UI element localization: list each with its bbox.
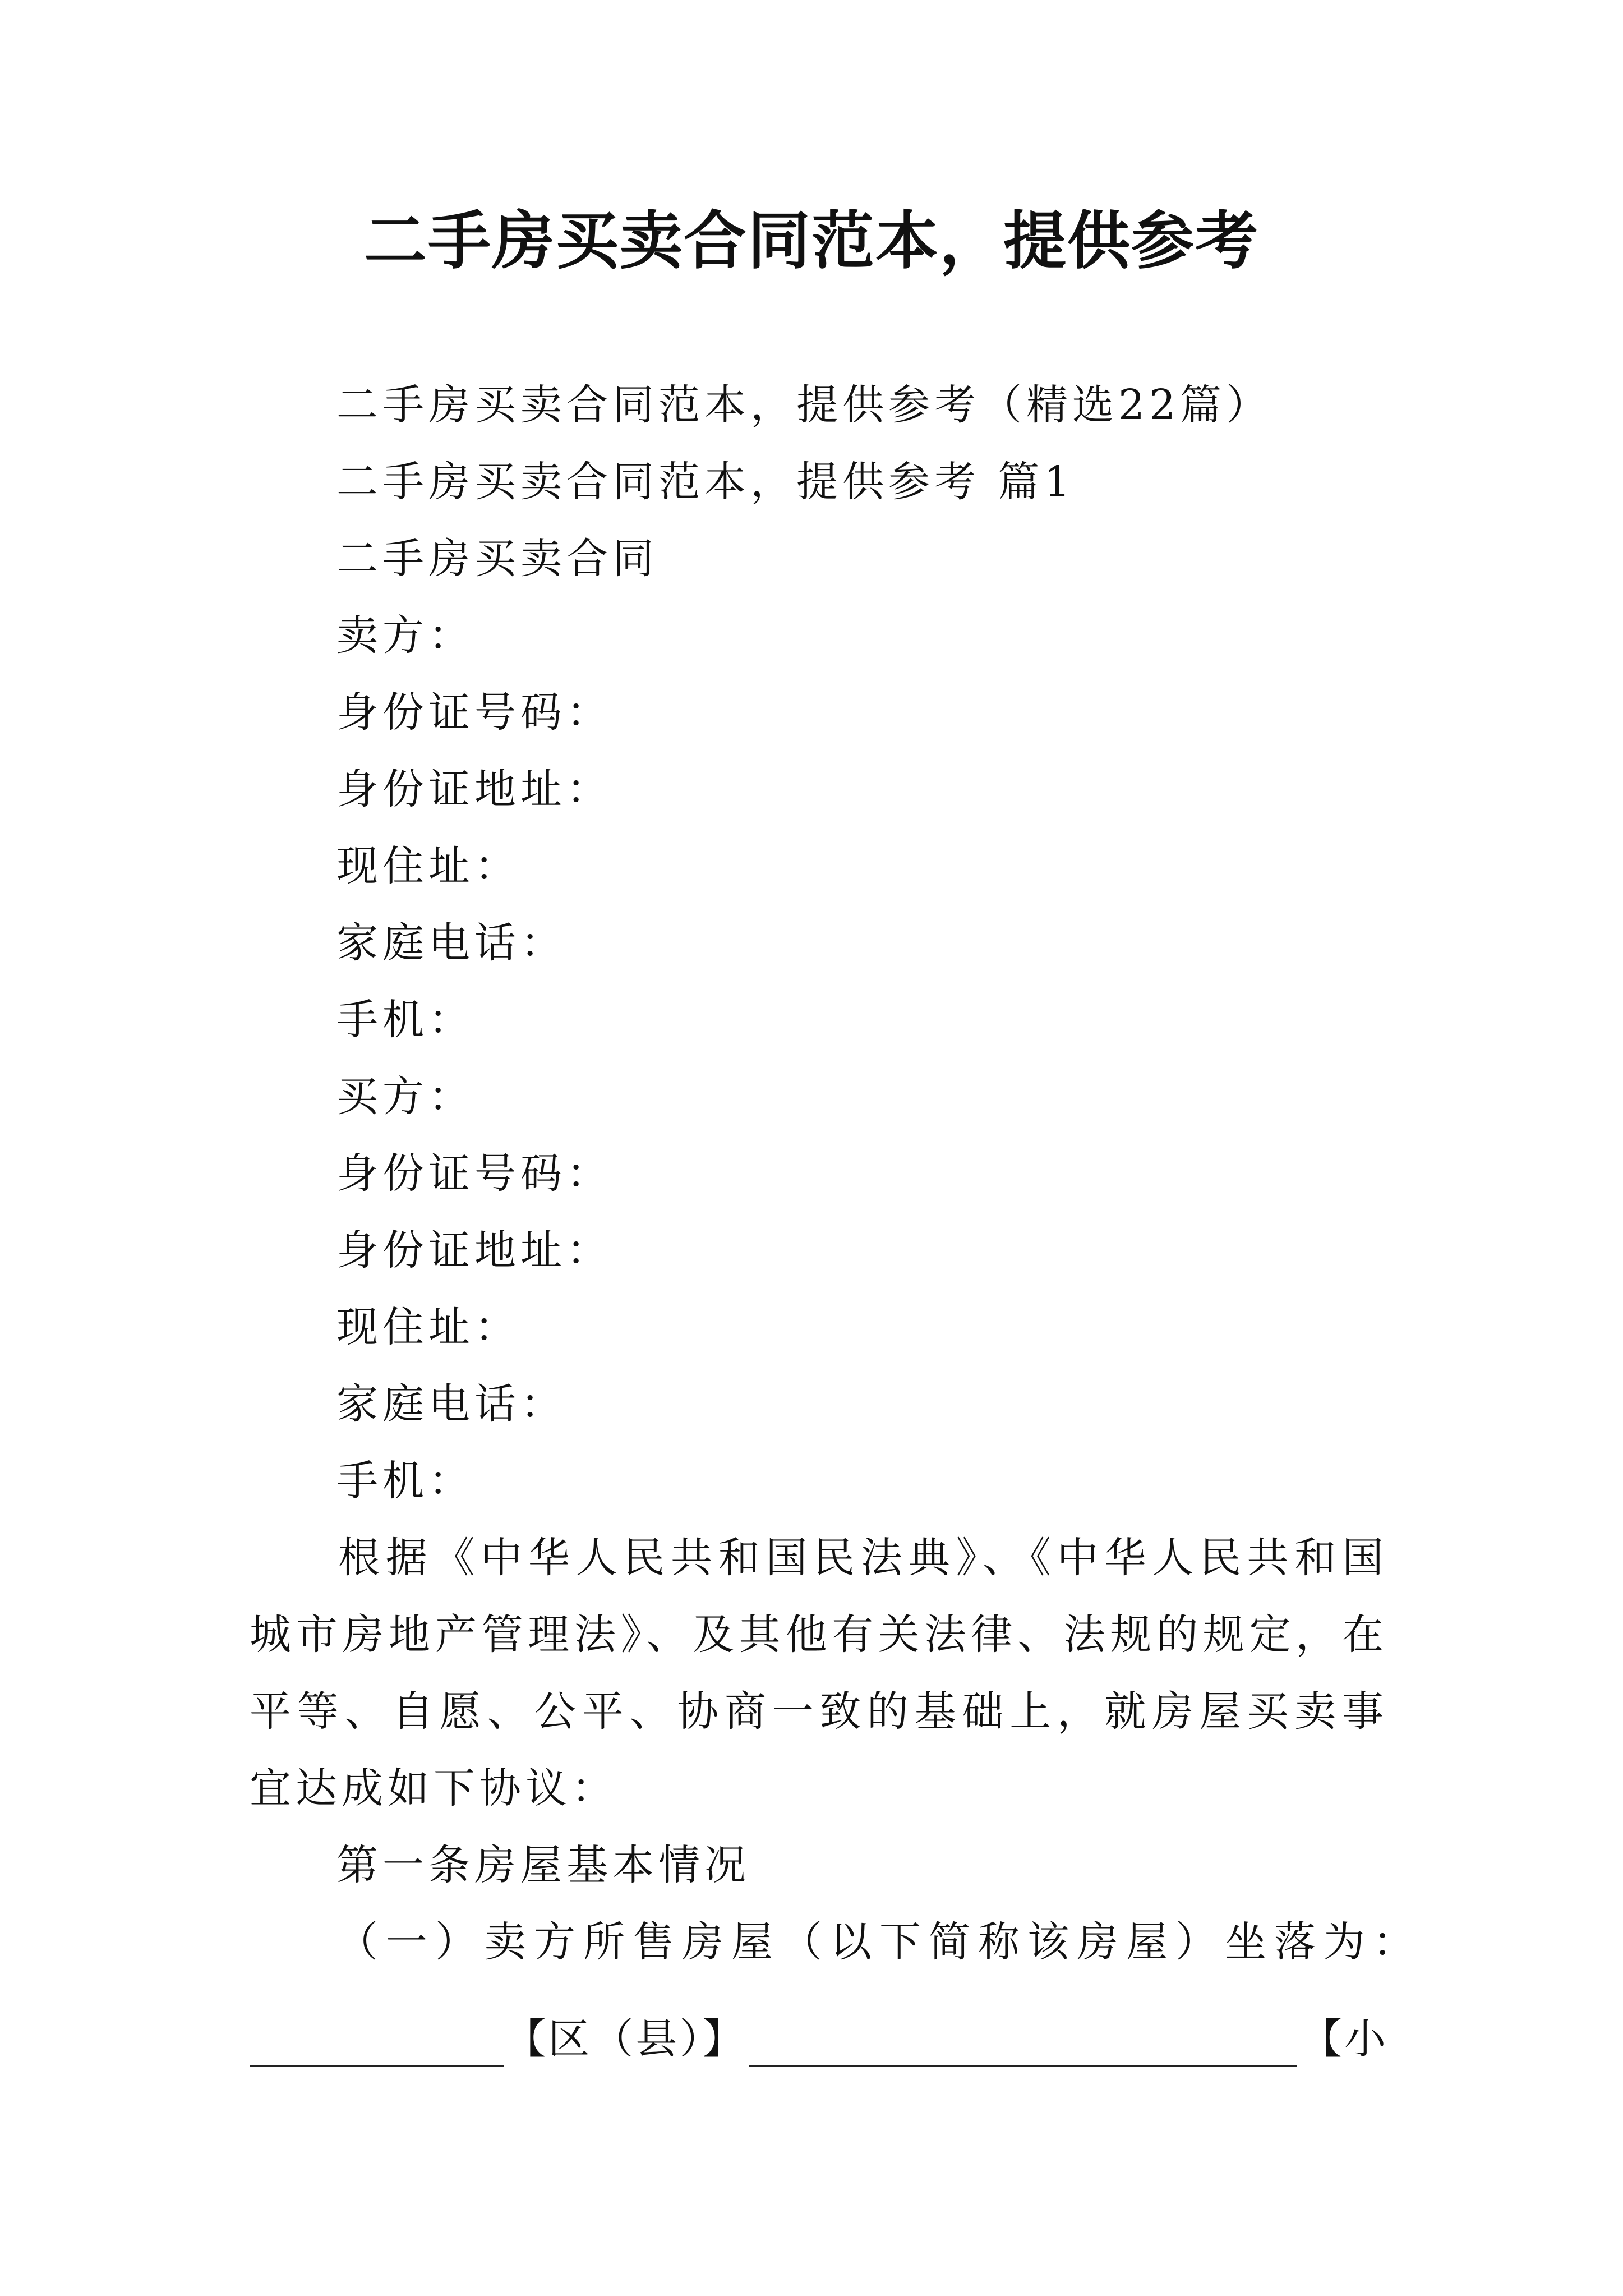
legal-basis-paragraph: 根据《中华人民共和国民法典》、《中华人民共和国城市房地产管理法》、及其他有关法律、法规的规定，在平等、自愿、公平、协商一致的基础上，就房屋买卖事宜达成如下协议： (250, 1534, 1388, 1812)
contract-name: 二手房买卖合同 (336, 535, 658, 583)
chapter-heading: 二手房买卖合同范本，提供参考 篇1 (336, 458, 1075, 506)
buyer-label: 买方： (336, 1073, 474, 1121)
district-label: 【区（县）】 (504, 2015, 746, 2063)
buyer-mobile-label: 手机： (336, 1457, 474, 1505)
seller-home-phone-label: 家庭电话： (336, 919, 566, 967)
section-heading: 第一条房屋基本情况 (336, 1841, 750, 1889)
buyer-id-number-label: 身份证号码： (336, 1149, 612, 1198)
document-title: 二手房买卖合同范本，提供参考 (364, 205, 1259, 278)
blank-line (250, 2022, 504, 2067)
blank-line (749, 2022, 1297, 2067)
subtitle-line: 二手房买卖合同范本，提供参考（精选22篇） (336, 381, 1272, 429)
location-fill-row (250, 2005, 1388, 2067)
buyer-current-address-label: 现住址： (336, 1303, 520, 1351)
seller-label: 卖方： (336, 611, 474, 660)
buyer-home-phone-label: 家庭电话： (336, 1380, 566, 1428)
seller-id-address-label: 身份证地址： (336, 765, 612, 813)
location-clause: （一）卖方所售房屋（以下简称该房屋）坐落为： (336, 1918, 1422, 1966)
buyer-id-address-label: 身份证地址： (336, 1226, 612, 1274)
seller-mobile-label: 手机： (336, 996, 474, 1044)
community-label: 【小 (1301, 2015, 1388, 2063)
seller-id-number-label: 身份证号码： (336, 688, 612, 737)
seller-current-address-label: 现住址： (336, 842, 520, 890)
